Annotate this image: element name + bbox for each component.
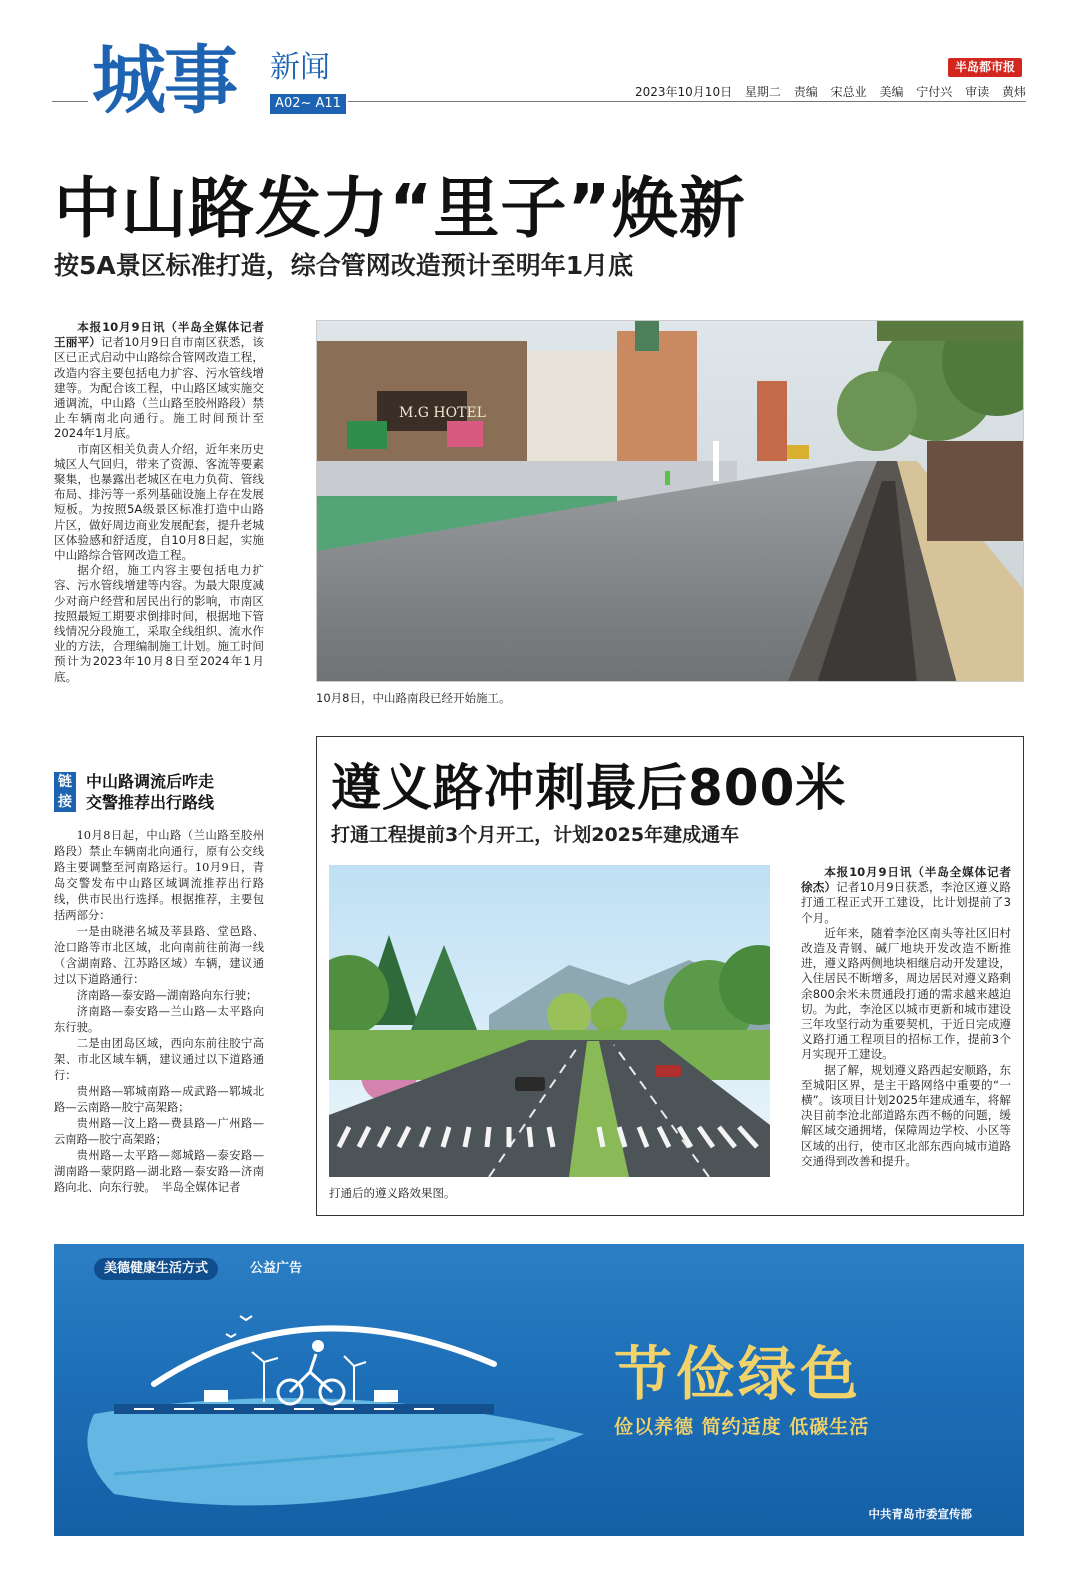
designer-name: 宁付兴 (916, 85, 953, 99)
reviewer-label: 审读 (965, 85, 990, 99)
issue-info (626, 83, 1026, 100)
editor-name: 宋总业 (830, 85, 867, 99)
editor-label: 责编 (793, 85, 818, 99)
issue-date: 2023年10月10日 (635, 85, 733, 99)
story2-headline: 遵义路冲刺最后800米 (331, 759, 847, 817)
ad-sponsor: 中共青岛市委宣传部 (868, 1507, 972, 1521)
story2-rendering (329, 865, 770, 1177)
public-service-ad (54, 1244, 1024, 1536)
story1-subheadline: 按5A景区标准打造，综合管网改造预计至明年1月底 (54, 251, 634, 280)
story1-paragraph: 据介绍，施工内容主要包括电力扩容、污水管线增建等内容。为最大限度减少对商户经营和居民出行的影响，市南区按照最短工期要求倒排时间，根据地下管线情况分段施工，采取全线组织、流水作业的方法，合理编制施工计划。施工时间预计为2023年10月8日至2024年1月底。 (54, 563, 264, 684)
shop-sign (447, 421, 483, 447)
story2-body (801, 865, 1023, 1169)
story2-paragraph: 据了解，规划遵义路西起安顺路，东至城阳区界，是主干路网络中重要的“一横”。该项目计划2025年建成通车，将解决目前李沧北部道路东西不畅的问题，缓解区域交通拥堵，保障周边学校、小区等区域的出行，使市区北部东西向城市道路交通得到改善和提升。 (801, 1062, 1011, 1168)
link-title-line2: 交警推荐出行路线 (86, 793, 215, 812)
link-paragraph: 一是由晓港名城及莘县路、堂邑路、沧口路等市北区域，北向南前往前海一线（含湖南路、江苏路区域）车辆，建议通过以下道路通行： (54, 925, 264, 986)
section-title: 城事 (92, 38, 236, 124)
link-box-title (86, 771, 214, 813)
issue-weekday: 星期二 (744, 85, 781, 99)
page-range: A02~ A11 (270, 94, 346, 114)
story2-paragraph: 本报10月9日讯（半岛全媒体记者 徐杰）记者10月9日获悉，李沧区遵义路打通工程正式开工建设，比计划提前了3个月。 (801, 865, 1023, 925)
story2-paragraph: 近年来，随着李沧区南头等社区旧村改造及青钢、碱厂地块开发改造不断推进，遵义路两侧地块相继启动开发建设，入住居民不断增多，周边居民对遵义路剩余800余米未贯通段打通的需求越来越迫切。为此，李沧区以城市更新和城市建设三年攻坚行动为重要契机，于近日完成遵义路打通工程项目的招标工作，提前3个月实现开工建设。 (801, 925, 1011, 1062)
link-paragraph: 贵州路—汶上路—费县路—广州路—云南路—胶宁高架路； (54, 1117, 264, 1146)
story2-lead: 本报10月9日讯（半岛全媒体记者 徐杰） (801, 865, 1023, 895)
section-subtitle: 新闻 (270, 50, 330, 85)
ad-tag: 美德健康生活方式 (94, 1258, 218, 1280)
link-title-line1: 中山路调流后咋走 (86, 772, 215, 791)
link-paragraph: 二是由团岛区域，西向东前往胶宁高架、市北区域车辆，建议通过以下道路通行： (54, 1037, 264, 1082)
link-paragraph: 10月8日起，中山路（兰山路至胶州路段）禁止车辆南北向通行，原有公交线路主要调整至河南路运行。10月9日，青岛交警发布中山路区域调流推荐出行路线，供市民出行选择。根据推荐，主要包括两部分： (54, 829, 264, 922)
ad-slogan: 俭以养德 简约适度 低碳生活 (614, 1416, 870, 1438)
link-tag: 链接 (54, 772, 76, 812)
story1-photo-caption: 10月8日，中山路南段已经开始施工。 (316, 691, 511, 705)
story1-body (54, 320, 276, 685)
leaf-cyclist-icon (54, 1274, 614, 1536)
ad-title: 节俭绿色 (614, 1340, 863, 1408)
story1-photo (316, 320, 1024, 682)
hotel-sign: M.G HOTEL (399, 405, 486, 421)
link-paragraph: 济南路—泰安路—兰山路—太平路向东行驶。 (54, 1005, 264, 1034)
story1-paragraph: 市南区相关负责人介绍，近年来历史城区人气回归，带来了资源、客流等要素聚集，也暴露出老城区在电力负荷、管线布局、排污等一系列基础设施上存在发展短板。为按照5A级景区标准打造中山路片区，做好周边商业发展配套，提升老城区体验感和舒适度，自10月8日起，实施中山路综合管网改造工程。 (54, 441, 264, 563)
street-construction-illustration (317, 321, 1024, 682)
story2-photo-caption: 打通后的遵义路效果图。 (329, 1186, 456, 1200)
story2-subheadline: 打通工程提前3个月开工，计划2025年建成通车 (331, 824, 740, 846)
link-paragraph: 贵州路—太平路—郯城路—泰安路—湖南路—蒙阴路—湖北路—泰安路—济南路向北、向东行驶。 半岛全媒体记者 (54, 1149, 264, 1194)
link-box-body (54, 828, 264, 1196)
paper-logo: 半岛都市报 (948, 58, 1022, 77)
masthead-rule-left (52, 101, 88, 102)
road-rendering-illustration (329, 865, 770, 1177)
masthead (0, 0, 1080, 140)
reviewer-name: 黄炜 (1001, 85, 1026, 99)
story1-headline: 中山路发力“里子”焕新 (54, 170, 746, 247)
designer-label: 美编 (879, 85, 904, 99)
story1-lead: 本报10月9日讯（半岛全媒体记者 王丽平） (54, 320, 276, 350)
ad-type-label: 公益广告 (250, 1261, 303, 1276)
link-paragraph: 贵州路—郓城南路—成武路—郓城北路—云南路—胶宁高架路； (54, 1085, 264, 1114)
link-paragraph: 济南路—泰安路—湖南路向东行驶； (76, 989, 258, 1002)
masthead-rule (348, 101, 1026, 102)
story2-box (316, 736, 1024, 1216)
story1-paragraph: 本报10月9日讯（半岛全媒体记者 王丽平）记者10月9日自市南区获悉，该区已正式启动中山路综合管网改造工程，改造内容主要包括电力扩容、污水管线增建等。为配合该工程，中山路区域实施交通调流，中山路（兰山路至胶州路段）禁止车辆南北向通行。施工时间预计至2024年1月底。 (54, 320, 276, 441)
